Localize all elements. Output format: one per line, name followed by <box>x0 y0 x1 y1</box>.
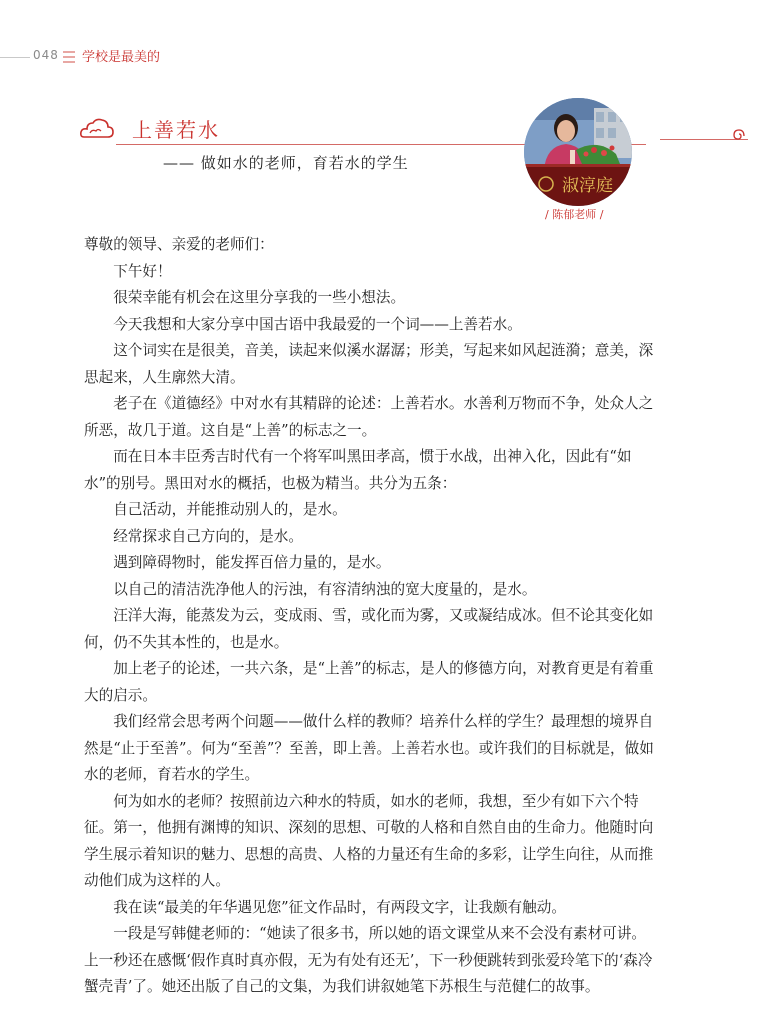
paragraph: 加上老子的论述，一共六条，是“上善”的标志，是人的修德方向，对教育更是有着重大的启示。 <box>84 660 654 704</box>
teacher-portrait-photo <box>524 98 632 206</box>
portrait-illustration <box>524 98 632 206</box>
article-subtitle: —— 做如水的老师，育若水的学生 <box>163 154 409 172</box>
paragraph: 今天我想和大家分享中国古语中我最爱的一个词——上善若水。 <box>113 315 522 333</box>
running-book-title: 学校是最美的 <box>82 50 161 65</box>
swirl-ornament-icon <box>732 128 746 142</box>
photo-caption: / 陈郁老师 / <box>545 208 604 221</box>
paragraph: 我们经常会思考两个问题——做什么样的教师？培养什么样的学生？最理想的境界自然是“止于至善”。何为“至善”？至善，即上善。上善若水也。或许我们的目标就是，做如水的老师，育若水的学生。 <box>84 713 654 783</box>
paragraph: 一段是写韩健老师的：“她读了很多书，所以她的语文课堂从来不会没有素材可讲。上一秒还在感慨‘假作真时真亦假，无为有处有还无’，下一秒便跳转到张爱玲笔下的‘森冷蟹壳青’了。她还出版了自己的文集，为我们讲叙她笔下苏根生与范健仁的故事。 <box>84 925 653 995</box>
paragraph: 很荣幸能有机会在这里分享我的一些小想法。 <box>113 289 406 306</box>
paragraph: 汪洋大海，能蒸发为云，变成雨、雪，或化而为雾，又或凝结成冰。但不论其变化如何，仍不失其本性的，也是水。 <box>84 607 654 651</box>
header-rule <box>0 57 30 58</box>
article-body <box>84 232 660 1001</box>
paragraph: 我在读“最美的年华遇见您”征文作品时，有两段文字，让我颇有触动。 <box>113 898 566 916</box>
page-header <box>0 46 768 70</box>
paragraph-salutation: 尊敬的领导、亲爱的老师们： <box>84 236 274 253</box>
paragraph: 而在日本丰臣秀吉时代有一个将军叫黑田孝高，惯于水战，出神入化，因此有“如水”的别号。黑田对水的概括，也极为精当。共分为五条： <box>84 448 632 492</box>
header-stripes-icon <box>63 51 75 65</box>
podium-sign-text: 淑淳庭 <box>562 176 613 196</box>
paragraph: 遇到障碍物时，能发挥百倍力量的，是水。 <box>113 554 391 571</box>
paragraph: 经常探求自己方向的，是水。 <box>113 527 303 545</box>
page-number: 048 <box>33 48 59 62</box>
article-title: 上善若水 <box>132 118 220 142</box>
auspicious-cloud-icon <box>80 117 114 141</box>
paragraph: 何为如水的老师？按照前边六种水的特质，如水的老师，我想，至少有如下六个特征。第一，他拥有渊博的知识、深刻的思想、可敬的人格和自然自由的生命力。他随时向学生展示着知识的魅力、思想的高贵、人格的力量还有生命的多彩，让学生向往，从而推动他们成为这样的人。 <box>84 792 654 889</box>
paragraph: 以自己的清洁洗净他人的污浊，有容清纳浊的宽大度量的，是水。 <box>113 580 537 598</box>
paragraph: 这个词实在是很美，音美，读起来似溪水潺潺；形美，写起来如风起涟漪；意美，深思起来，人生廓然大清。 <box>84 342 654 386</box>
paragraph: 自己活动，并能推动别人的，是水。 <box>113 501 347 518</box>
paragraph: 老子在《道德经》中对水有其精辟的论述：上善若水。水善利万物而不争，处众人之所恶，故几于道。这自是“上善”的标志之一。 <box>84 395 654 439</box>
paragraph: 下午好！ <box>113 262 172 280</box>
